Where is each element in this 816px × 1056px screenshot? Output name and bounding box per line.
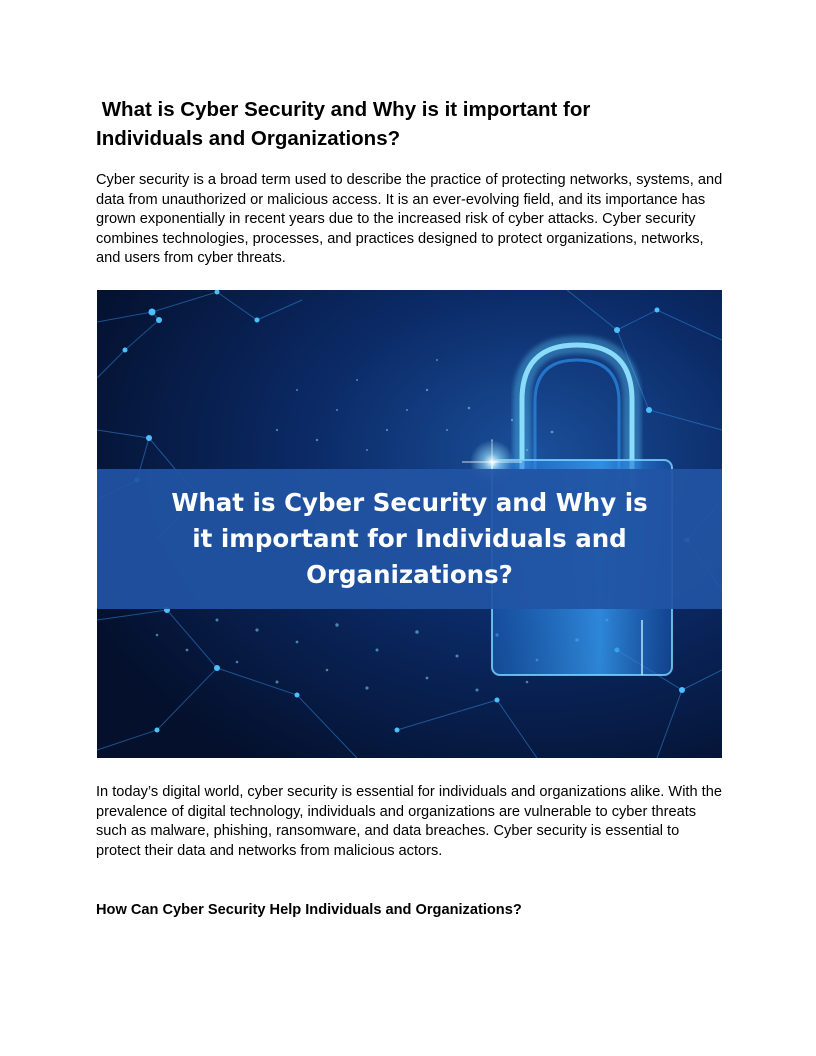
hero-banner-text: What is Cyber Security and Why is it important for Individuals and Organizations? [171, 488, 648, 589]
page-title: What is Cyber Security and Why is it important for Individuals and Organizations? [96, 98, 597, 150]
intro-paragraph: Cyber security is a broad term used to describe the practice of protecting networks, systems, and data from unauthorized or malicious access. It is an ever-evolving field, and its importance has grown exponentially in recent years due to the increased risk of cyber attacks. Cyber security combines technologies, processes, and practices designed to protect organizations, networks, and users from cyber threats. [96, 172, 723, 266]
section-heading: How Can Cyber Security Help Individuals and Organizations? [96, 902, 522, 918]
hero-banner [97, 469, 722, 609]
body-paragraph: In today’s digital world, cyber security is essential for individuals and organizations alike. With the prevalence of digital technology, individuals and organizations are vulnerable to cyber threats such as malware, phishing, ransomware, and data breaches. Cyber security is essential to protect their data and networks from malicious actors. [96, 784, 722, 859]
hero-image [97, 290, 722, 758]
